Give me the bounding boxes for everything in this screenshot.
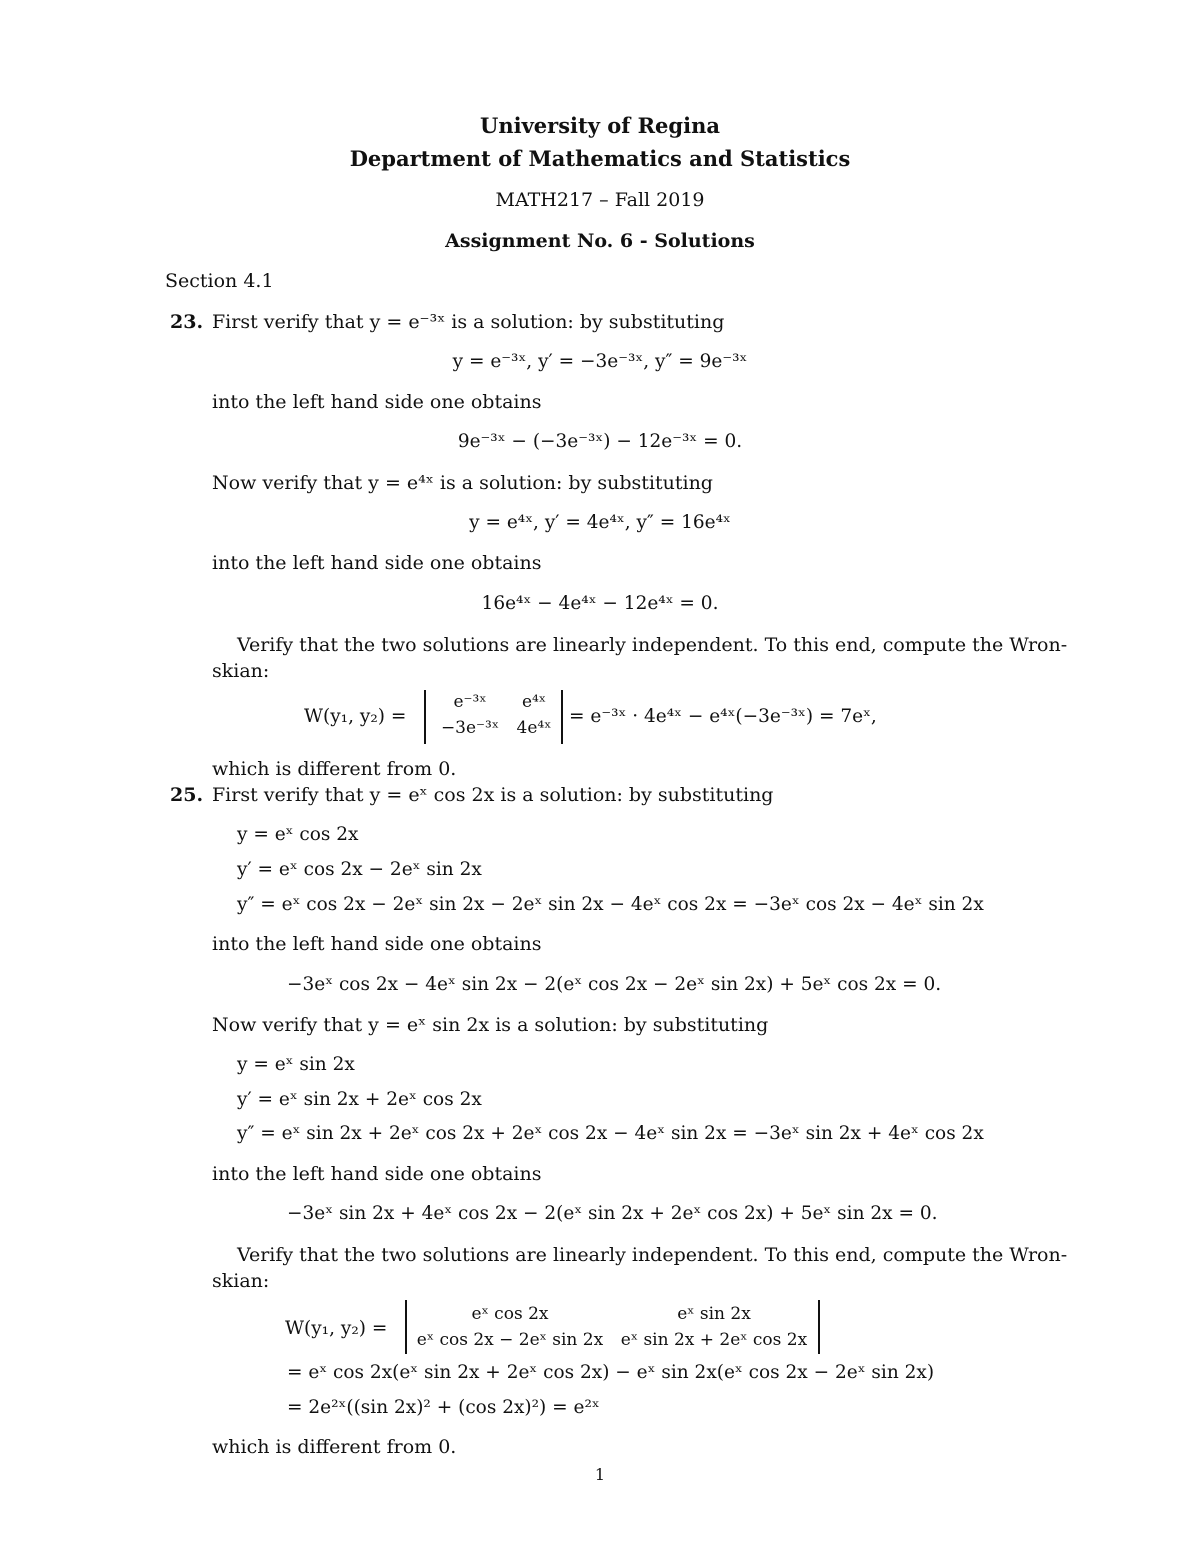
problem-23-det-left-bar (424, 690, 426, 744)
problem-25-det-a: eˣ cos 2x (471, 1304, 549, 1324)
problem-25-wronskian-lhs: W(y₁, y₂) = (285, 1318, 388, 1339)
problem-23-intro-2: Now verify that y = e⁴ˣ is a solution: by substituting (212, 472, 713, 494)
problem-25-det-b: eˣ sin 2x (677, 1304, 751, 1324)
problem-23-eq-derivatives-2: y = e⁴ˣ, y′ = 4e⁴ˣ, y″ = 16e⁴ˣ (469, 512, 731, 533)
problem-25-y-double-prime-2: y″ = eˣ sin 2x + 2eˣ cos 2x + 2eˣ cos 2x − 4eˣ sin 2x = −3eˣ sin 2x + 4eˣ cos 2x (237, 1123, 984, 1144)
problem-25-lhs-2: into the left hand side one obtains (212, 1163, 542, 1185)
problem-23-det-d: 4e⁴ˣ (516, 718, 552, 738)
problem-25-number: 25. (170, 784, 204, 806)
department-name: Department of Mathematics and Statistics (349, 146, 851, 171)
problem-25-independence-1: Verify that the two solutions are linearly independent. To this end, compute the Wron- (237, 1244, 1068, 1266)
problem-23-conclusion: which is different from 0. (212, 758, 457, 780)
problem-23-number: 23. (170, 311, 204, 333)
problem-25-eq-result-1: −3eˣ cos 2x − 4eˣ sin 2x − 2(eˣ cos 2x − 2eˣ sin 2x) + 5eˣ cos 2x = 0. (287, 974, 942, 995)
problem-25-intro-2: Now verify that y = eˣ sin 2x is a solution: by substituting (212, 1014, 769, 1036)
problem-25-wronskian-result: = 2e²ˣ((sin 2x)² + (cos 2x)²) = e²ˣ (287, 1397, 600, 1418)
problem-25-eq-result-2: −3eˣ sin 2x + 4eˣ cos 2x − 2(eˣ sin 2x + 2eˣ cos 2x) + 5eˣ sin 2x = 0. (287, 1203, 938, 1224)
section-heading: Section 4.1 (165, 270, 274, 292)
problem-23-eq-result-1: 9e⁻³ˣ − (−3e⁻³ˣ) − 12e⁻³ˣ = 0. (457, 431, 743, 452)
problem-25-det-c: eˣ cos 2x − 2eˣ sin 2x (416, 1330, 604, 1350)
problem-25-independence-2: skian: (212, 1270, 270, 1292)
university-name: University of Regina (480, 113, 720, 138)
problem-23-intro-1: First verify that y = e⁻³ˣ is a solution: by substituting (212, 311, 725, 333)
problem-25-y-double-prime: y″ = eˣ cos 2x − 2eˣ sin 2x − 2eˣ sin 2x − 4eˣ cos 2x = −3eˣ cos 2x − 4eˣ sin 2x (237, 894, 984, 915)
problem-23-det-right-bar (561, 690, 563, 744)
problem-23-lhs-2: into the left hand side one obtains (212, 552, 542, 574)
problem-25-y-prime: y′ = eˣ cos 2x − 2eˣ sin 2x (237, 859, 482, 880)
problem-25-wronskian-expansion: = eˣ cos 2x(eˣ sin 2x + 2eˣ cos 2x) − eˣ sin 2x(eˣ cos 2x − 2eˣ sin 2x) (287, 1362, 935, 1383)
problem-25-det-right-bar (818, 1300, 820, 1354)
assignment-title: Assignment No. 6 - Solutions (445, 230, 755, 252)
problem-25-det-d: eˣ sin 2x + 2eˣ cos 2x (620, 1330, 808, 1350)
problem-23-eq-derivatives-1: y = e⁻³ˣ, y′ = −3e⁻³ˣ, y″ = 9e⁻³ˣ (452, 351, 748, 372)
problem-23-det-c: −3e⁻³ˣ (440, 718, 500, 738)
problem-25-y-prime-2: y′ = eˣ sin 2x + 2eˣ cos 2x (237, 1089, 482, 1110)
problem-23-wronskian-lhs: W(y₁, y₂) = (304, 706, 407, 727)
problem-25-lhs-1: into the left hand side one obtains (212, 933, 542, 955)
problem-23-det-a: e⁻³ˣ (453, 692, 487, 712)
problem-23-det-b: e⁴ˣ (521, 692, 547, 712)
problem-25-intro-1: First verify that y = eˣ cos 2x is a solution: by substituting (212, 784, 774, 806)
problem-23-independence-2: skian: (212, 660, 270, 682)
page-number: 1 (594, 1465, 606, 1484)
problem-25-y: y = eˣ cos 2x (237, 824, 359, 845)
problem-25-det-left-bar (405, 1300, 407, 1354)
problem-25-y-2: y = eˣ sin 2x (237, 1054, 355, 1075)
problem-23-lhs-1: into the left hand side one obtains (212, 391, 542, 413)
problem-23-eq-result-2: 16e⁴ˣ − 4e⁴ˣ − 12e⁴ˣ = 0. (481, 593, 719, 614)
problem-25-conclusion: which is different from 0. (212, 1436, 457, 1458)
course-title: MATH217 – Fall 2019 (495, 189, 705, 211)
problem-23-independence-1: Verify that the two solutions are linearly independent. To this end, compute the Wron- (237, 634, 1068, 656)
problem-23-wronskian-rhs: = e⁻³ˣ · 4e⁴ˣ − e⁴ˣ(−3e⁻³ˣ) = 7eˣ, (569, 706, 877, 727)
